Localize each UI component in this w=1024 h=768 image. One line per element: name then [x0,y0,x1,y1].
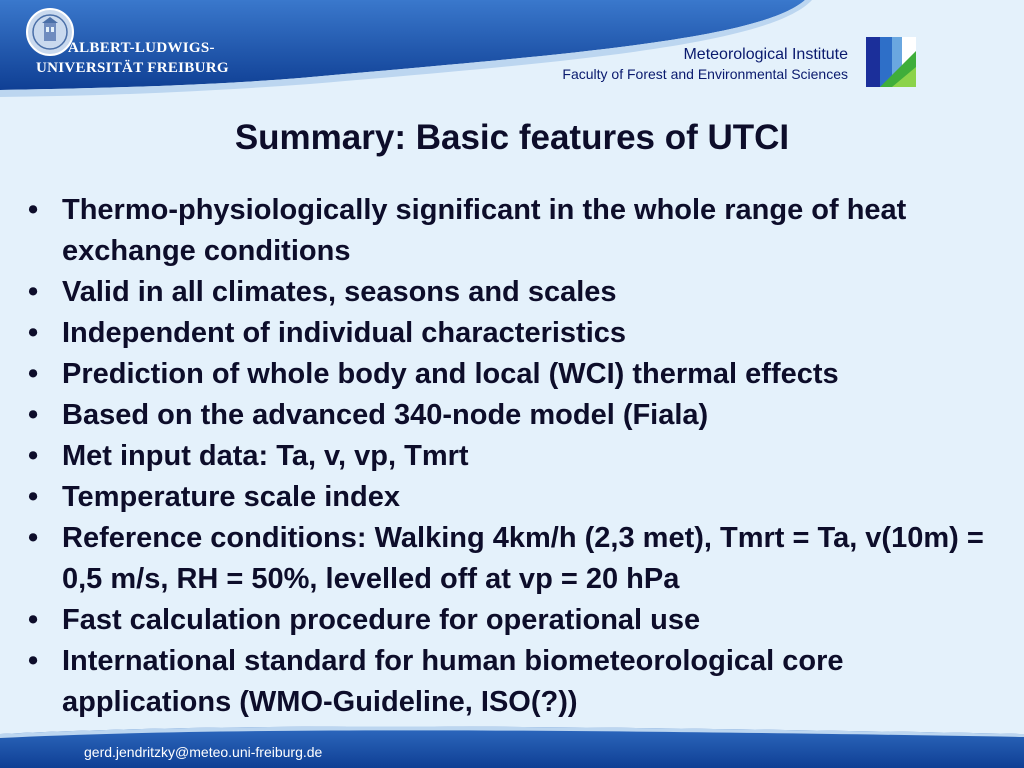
list-item-text: Reference conditions: Walking 4km/h (2,3 met), Tmrt = Ta, v(10m) = 0,5 m/s, RH = 50%, levelled off at vp = 20 hPa [62,522,984,595]
university-name [36,38,229,78]
list-item-text: Based on the advanced 340-node model (Fiala) [62,399,709,431]
bullet-icon: • [28,440,39,472]
list-item-text: Valid in all climates, seasons and scales [62,276,617,308]
list-item-text: International standard for human biometeorological core applications (WMO-Guideline, ISO(?)) [62,645,844,718]
bullet-icon: • [28,604,39,636]
list-item [26,518,1016,600]
university-name-line1: ALBERT-LUDWIGS- [68,40,215,56]
list-item [26,641,1016,723]
bullet-icon: • [28,399,39,431]
list-item [26,600,1016,641]
feature-list [26,190,1016,723]
list-item [26,354,1016,395]
slide-title: Summary: Basic features of UTCI [234,118,790,157]
list-item-text: Prediction of whole body and local (WCI) thermal effects [62,358,839,390]
list-item-text: Fast calculation procedure for operational use [62,604,701,636]
list-item-text: Thermo-physiologically significant in the whole range of heat exchange conditions [62,194,907,267]
university-name-line2: UNIVERSITÄT FREIBURG [36,60,229,76]
bullet-icon: • [28,481,39,513]
bullet-icon: • [28,645,39,677]
list-item [26,313,1016,354]
bullet-icon: • [28,276,39,308]
institute-logo-icon [866,37,916,87]
bullet-icon: • [28,194,39,226]
list-item [26,477,1016,518]
list-item [26,436,1016,477]
list-item [26,190,1016,272]
faculty-name: Faculty of Forest and Environmental Sciences [562,66,848,82]
list-item-text: Met input data: Ta, v, vp, Tmrt [62,440,469,472]
bullet-icon: • [28,522,39,554]
institute-name: Meteorological Institute [683,46,848,63]
list-item [26,272,1016,313]
contact-email: gerd.jendritzky@meteo.uni-freiburg.de [84,744,323,760]
bullet-icon: • [28,358,39,390]
list-item-text: Temperature scale index [62,481,400,513]
list-item [26,395,1016,436]
bullet-icon: • [28,317,39,349]
institute-block [562,45,848,83]
list-item-text: Independent of individual characteristics [62,317,627,349]
